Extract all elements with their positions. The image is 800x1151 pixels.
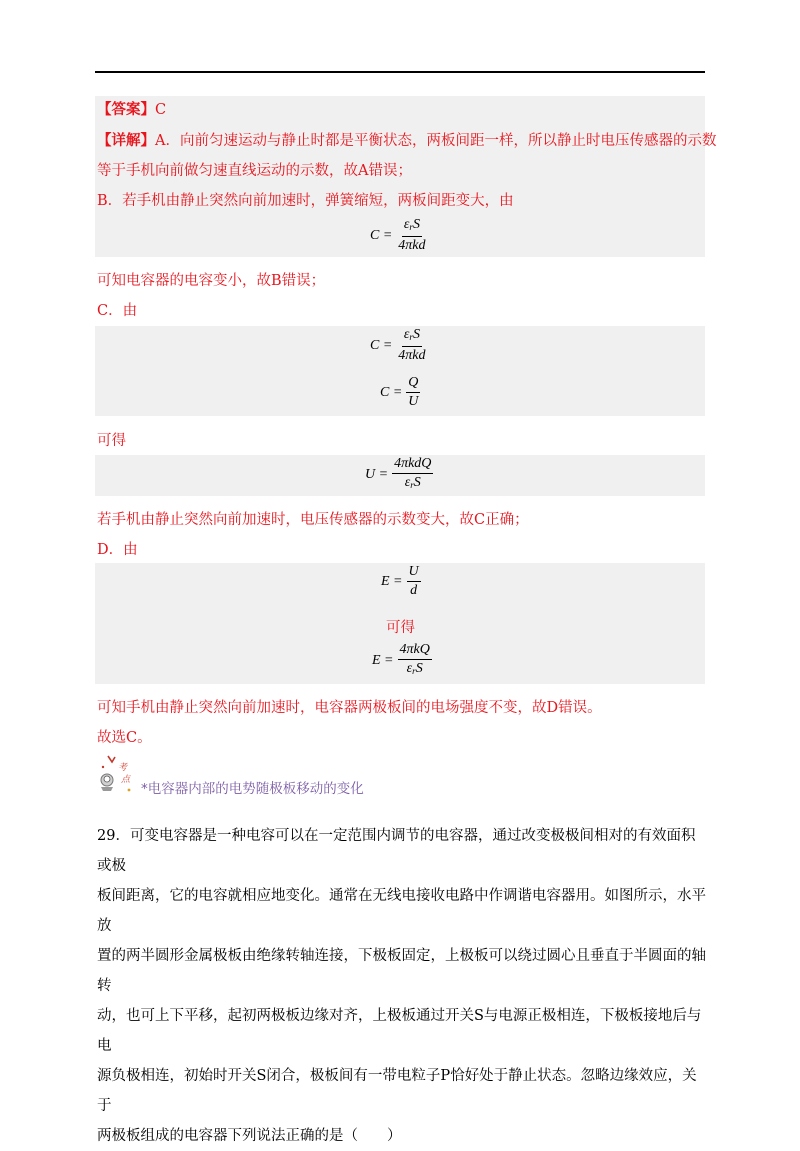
- answer-value: C: [155, 102, 167, 118]
- answer-prefix: 【答案】: [97, 101, 155, 118]
- formula-lhs: C =: [370, 337, 393, 353]
- question-29: [97, 821, 707, 1151]
- formula-voltage: [365, 456, 433, 493]
- formula-lhs: E =: [381, 573, 403, 589]
- formula-denominator: 4πkd: [398, 238, 426, 253]
- detail-a-text: A．向前匀速运动与静止时都是平衡状态，两板间距一样，所以静止时电压传感器的示数: [155, 133, 717, 149]
- detail-d-conclusion: 可知手机由静止突然向前加速时，电容器两极板间的电场强度不变，故D错误。: [97, 700, 602, 716]
- formula-denominator: $\varepsilon_rS$: [404, 475, 421, 490]
- header-rule: [95, 71, 705, 73]
- formula-denominator: d: [410, 583, 418, 598]
- formula-numerator: U: [407, 564, 421, 582]
- question-line: 两极板组成的电容器下列说法正确的是（ ）: [97, 1128, 402, 1144]
- detail-d-line: D．由: [97, 542, 138, 558]
- question-line: 置的两半圆形金属极板由绝缘转轴连接，下极板固定，上极板可以绕过圆心且垂直于半圆面的轴转: [97, 948, 706, 994]
- question-line: 板间距离，它的电容就相应地变化。通常在无线电接收电路中作调谐电容器用。如图所示，水平放: [97, 888, 706, 934]
- kaodian-icon-char-2: 点: [121, 775, 131, 785]
- detail-d-kede: 可得: [386, 620, 415, 636]
- formula-capacitance-2: [370, 327, 428, 364]
- detail-prefix: 【详解】: [97, 132, 155, 149]
- question-line: 29．可变电容器是一种电容可以在一定范围内调节的电容器，通过改变极极间相对的有效面积或极: [97, 828, 696, 874]
- detail-c-kede: 可得: [97, 433, 126, 449]
- kaodian-text: *电容器内部的电势随极板移动的变化: [141, 781, 364, 797]
- formula-numerator: 4πkdQ: [392, 456, 433, 474]
- question-line: 动，也可上下平移，起初两极板边缘对齐，上极板通过开关S与电源正极相连，下极板接地后与电: [97, 1008, 702, 1054]
- detail-c-conclusion: 若手机由静止突然向前加速时，电压传感器的示数变大，故C正确；: [97, 512, 529, 528]
- formula-q-over-u: [380, 375, 420, 410]
- formula-numerator: Q: [406, 375, 420, 393]
- formula-numerator: $\varepsilon_rS$: [402, 327, 422, 347]
- detail-b-conclusion: 可知电容器的电容变小，故B错误；: [97, 273, 326, 289]
- formula-denominator: $\varepsilon_rS$: [406, 661, 423, 676]
- detail-line-1: [97, 129, 716, 150]
- formula-capacitance-1: [370, 217, 428, 254]
- detail-b-line: B．若手机由静止突然向前加速时，弹簧缩短，两板间距变大，由: [97, 193, 514, 209]
- formula-denominator: 4πkd: [398, 348, 426, 363]
- formula-field-2: [372, 642, 432, 679]
- formula-lhs: E =: [372, 652, 394, 668]
- formula-lhs: C =: [370, 227, 393, 243]
- kaodian-icon: [99, 753, 141, 795]
- formula-numerator: 4πkQ: [398, 642, 432, 660]
- kaodian-icon-char-1: 考: [118, 763, 128, 773]
- formula-denominator: U: [408, 394, 419, 409]
- detail-line-2: 等于手机向前做匀速直线运动的示数，故A错误；: [97, 163, 412, 179]
- question-line: 源负极相连，初始时开关S闭合，极板间有一带电粒子P恰好处于静止状态。忽略边缘效应，关于: [97, 1068, 697, 1114]
- formula-lhs: U =: [365, 466, 389, 482]
- formula-numerator: $\varepsilon_rS$: [402, 217, 422, 237]
- formula-lhs: C =: [380, 384, 403, 400]
- answer-line: [97, 98, 166, 119]
- formula-field-1: [381, 564, 421, 599]
- detail-c-line: C．由: [97, 303, 138, 319]
- detail-final: 故选C。: [97, 730, 152, 746]
